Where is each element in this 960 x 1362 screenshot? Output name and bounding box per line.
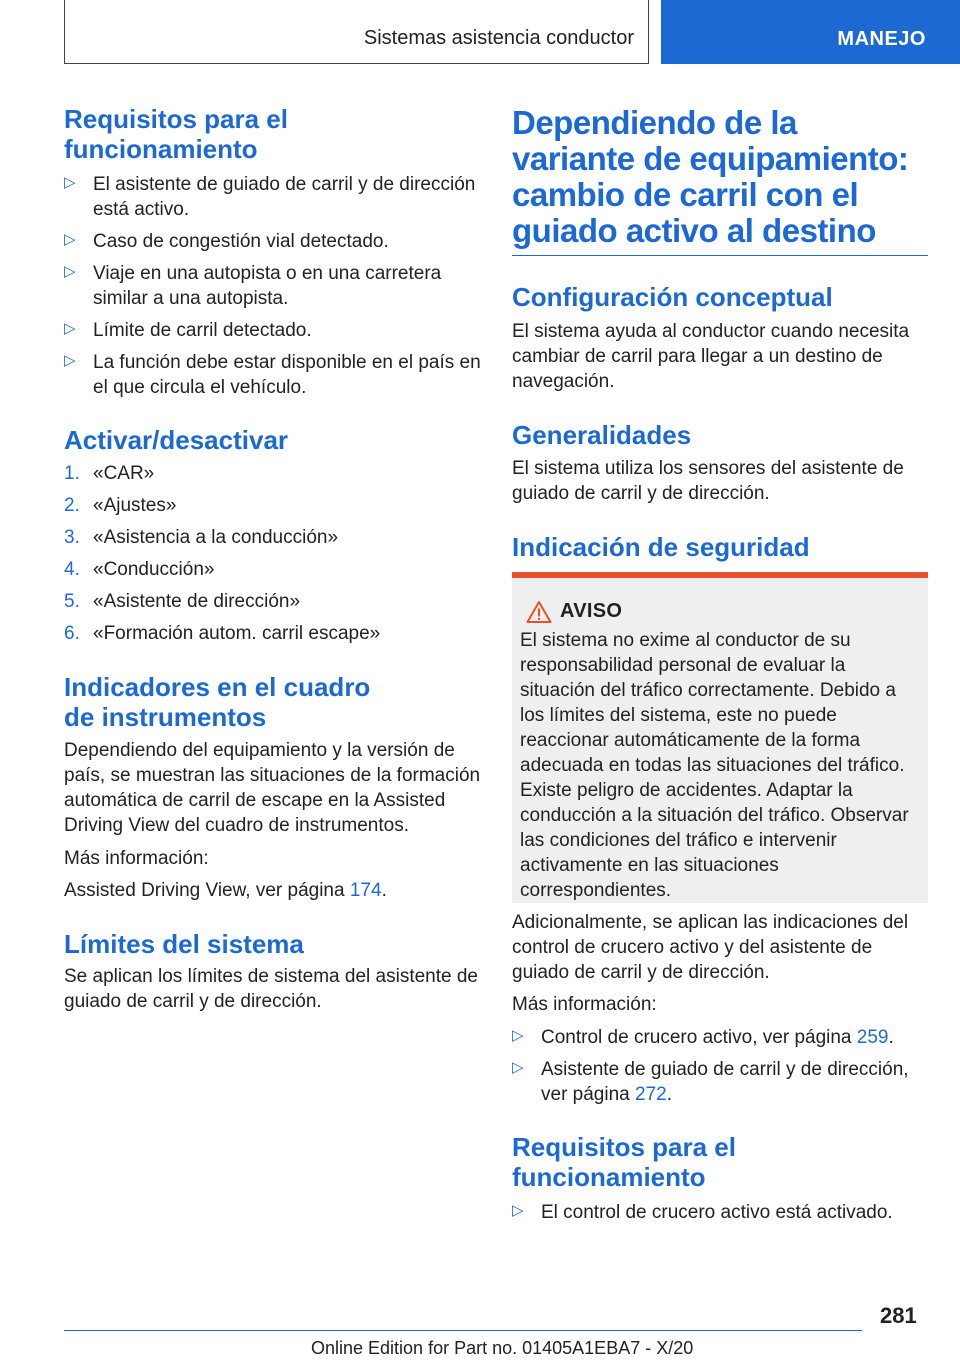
triangle-right-icon: ▷ — [64, 174, 76, 191]
warning-accent-bar — [512, 572, 928, 578]
limites-body: Se aplican los límites de sistema del asistente de guiado de carril y de dirección. — [64, 966, 478, 1012]
header-section-box — [64, 0, 649, 64]
activar-title: Activar/desactivar — [64, 425, 289, 455]
list-item-text: Límite de carril detectado. — [93, 320, 312, 341]
step-number: 1. — [64, 463, 80, 484]
triangle-right-icon: ▷ — [64, 231, 76, 248]
list-item — [64, 350, 482, 400]
footer-edition: Online Edition for Part no. 01405A1EBA7 - X/20 — [311, 1338, 694, 1358]
step-number: 2. — [64, 495, 80, 516]
more-info-label: Más información: — [64, 848, 209, 869]
header-chapter-label: MANEJO — [837, 28, 926, 50]
list-item-text: Asistente de guiado de carril y de dirección, ver página 272. — [541, 1059, 909, 1105]
page-link[interactable]: 174 — [349, 880, 382, 901]
triangle-right-icon: ▷ — [64, 263, 76, 280]
warning-label: AVISO — [560, 600, 623, 622]
list-item-text: La función debe estar disponible en el país en el que circula el vehículo. — [93, 352, 481, 398]
requisitos2-title: Requisitos para el funcionamiento — [512, 1132, 736, 1192]
header-section-title: Sistemas asistencia conductor — [363, 27, 634, 49]
list-item-text: Viaje en una autopista o en una carretera similar a una autopista. — [93, 263, 442, 309]
limites-title: Límites del sistema — [64, 929, 304, 959]
indicadores-title: Indicadores en el cuadro de instrumentos — [64, 672, 371, 732]
generalidades-body: El sistema utiliza los sensores del asistente de guiado de carril y de dirección. — [512, 458, 904, 504]
page-link[interactable]: 259 — [856, 1027, 889, 1048]
page-link[interactable]: 272 — [635, 1084, 667, 1105]
adicional-body: Adicionalmente, se aplican las indicaciones del control de crucero activo y del asistente de guiado de carril y de dirección. — [512, 912, 909, 983]
step-text: «Conducción» — [93, 559, 215, 580]
list-item — [512, 1025, 928, 1050]
reference-line: Assisted Driving View, ver página 174. — [64, 880, 387, 901]
list-item — [64, 318, 482, 343]
warning-body: El sistema no exime al conductor de su responsabilidad personal de evaluar la situación del tráfico correctamente. Debido a los límites del sistema, este no puede reaccionar automáticamente de la forma adecuada en todas las situaciones del tráfico. Existe peligro de accidentes. Adaptar la conducción a la situación del tráfico. Observar las condiciones del tráfico e intervenir activamente en las situaciones correspondientes. — [520, 630, 909, 901]
triangle-right-icon: ▷ — [512, 1202, 524, 1219]
triangle-right-icon: ▷ — [64, 352, 76, 369]
triangle-right-icon: ▷ — [64, 320, 76, 337]
step-text: «Asistencia a la conducción» — [93, 527, 339, 548]
step-text: «Ajustes» — [93, 495, 177, 516]
page-number: 281 — [880, 1303, 917, 1328]
main-title: Dependiendo de la variante de equipamiento: cambio de carril con el guiado activo al destino — [512, 104, 909, 249]
list-item-text: El asistente de guiado de carril y de dirección está activo. — [93, 174, 476, 220]
more-info-label: Más información: — [512, 994, 657, 1015]
step-number: 6. — [64, 623, 80, 644]
step-text: «Asistente de dirección» — [93, 591, 301, 612]
indicadores-body: Dependiendo del equipamiento y la versión de país, se muestran las situaciones de la formación automática de carril de escape en la Assisted Driving View del cuadro de instrumentos. — [64, 740, 481, 836]
step-text: «CAR» — [93, 463, 155, 484]
step-text: «Formación autom. carril escape» — [93, 623, 381, 644]
footer-divider — [64, 1330, 862, 1331]
list-item-text: Caso de congestión vial detectado. — [93, 231, 389, 252]
list-item — [64, 172, 482, 222]
list-item — [512, 1057, 928, 1107]
list-item — [512, 1200, 928, 1225]
list-item — [64, 229, 482, 254]
triangle-right-icon: ▷ — [512, 1059, 524, 1076]
seguridad-title: Indicación de seguridad — [512, 532, 810, 562]
step-number: 5. — [64, 591, 80, 612]
generalidades-title: Generalidades — [512, 420, 692, 450]
warning-box — [512, 572, 928, 903]
configuracion-title: Configuración conceptual — [512, 282, 833, 312]
list-item-text: El control de crucero activo está activado. — [541, 1202, 893, 1223]
triangle-right-icon: ▷ — [512, 1027, 524, 1044]
list-item — [64, 261, 482, 311]
step-number: 4. — [64, 559, 80, 580]
header-chapter-tab[interactable] — [661, 0, 960, 64]
list-item-text: Control de crucero activo, ver página 259. — [541, 1027, 894, 1048]
configuracion-body: El sistema ayuda al conductor cuando necesita cambiar de carril para llegar a un destino de navegación. — [512, 321, 910, 392]
step-number: 3. — [64, 527, 80, 548]
warning-triangle-icon — [526, 600, 552, 624]
title-divider — [512, 255, 928, 256]
requisitos-title: Requisitos para el funcionamiento — [64, 104, 288, 164]
